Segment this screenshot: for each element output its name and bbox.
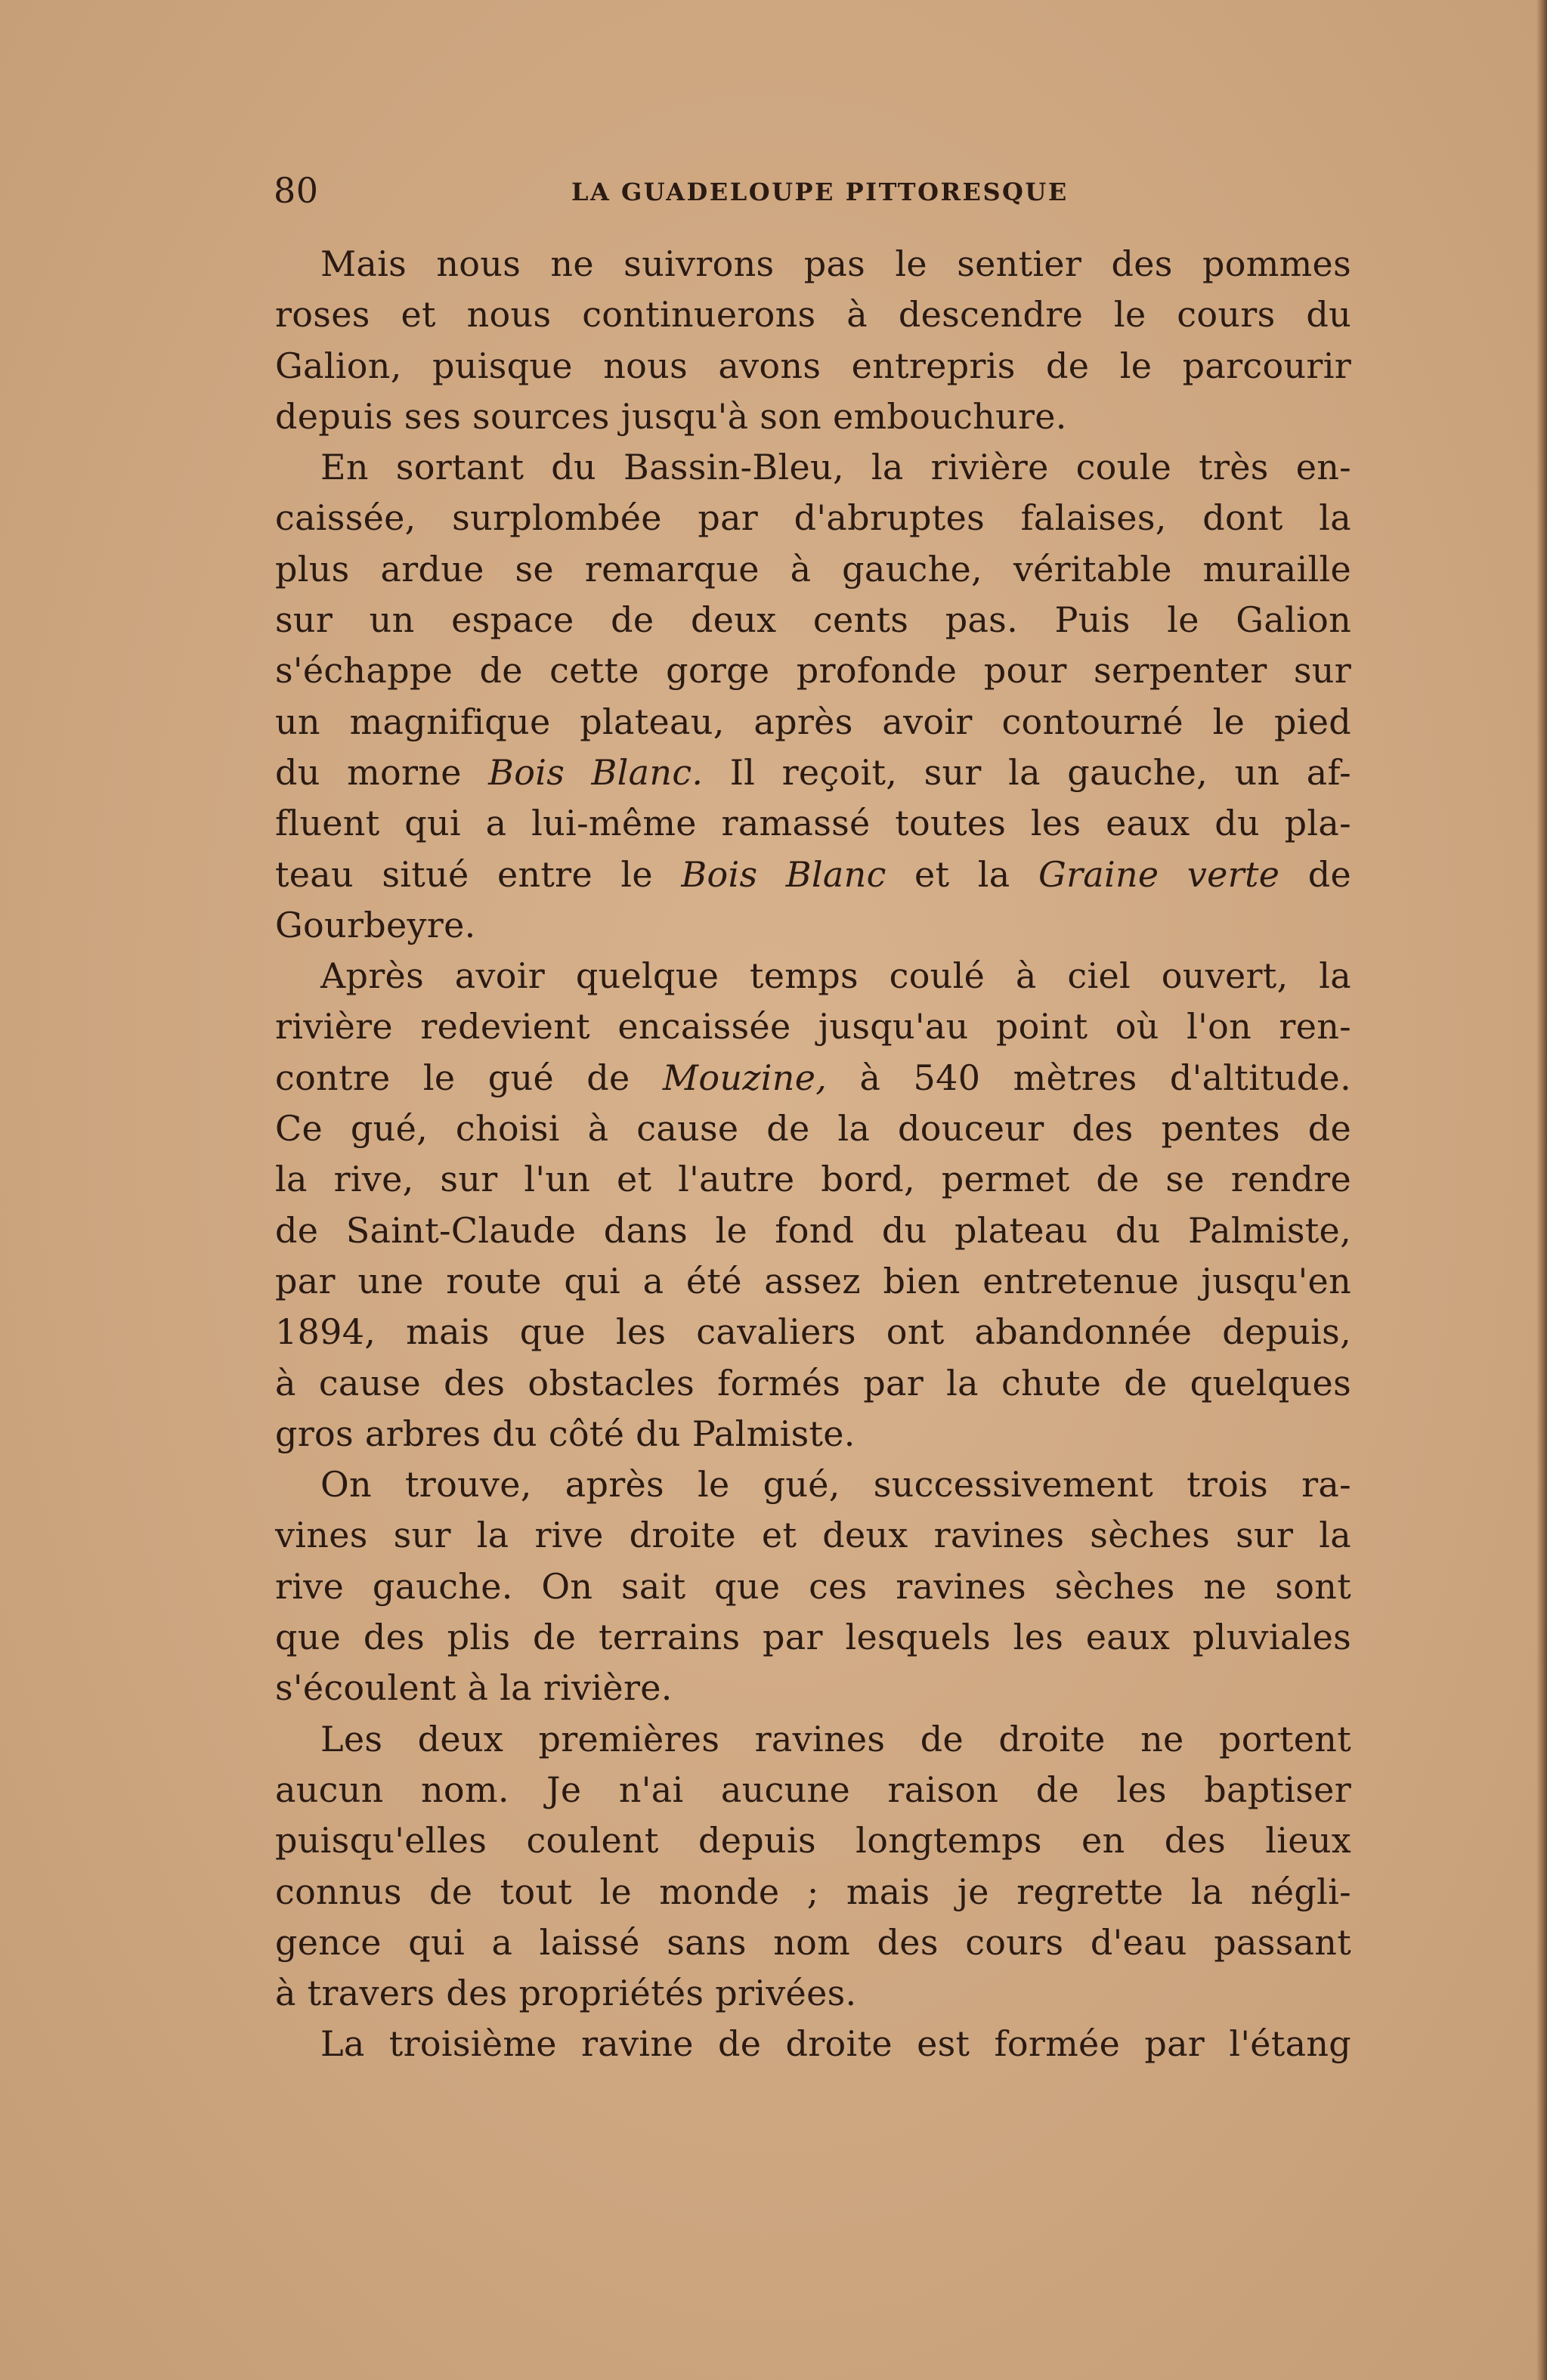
running-title: LA GUADELOUPE PITTORESQUE bbox=[571, 178, 1069, 206]
text-run: et la bbox=[886, 853, 1038, 895]
text-line: que des plis de terrains par lesquels les eaux pluviales bbox=[275, 1617, 1351, 1658]
text-line: vines sur la rive droite et deux ravines sèches sur la bbox=[275, 1515, 1351, 1556]
text-run: Il reçoit, sur la gauche, un af- bbox=[703, 751, 1351, 793]
text-line: Galion, puisque nous avons entrepris de le parcourir bbox=[275, 345, 1351, 386]
italic-place-name: Bois Blanc bbox=[681, 853, 886, 895]
text-line bbox=[275, 747, 1351, 798]
text-line: caissée, surplombée par d'abruptes falaises, dont la bbox=[275, 497, 1351, 539]
text-run: de bbox=[1279, 853, 1351, 895]
page-header bbox=[274, 168, 1354, 213]
text-line: fluent qui a lui-même ramassé toutes les eaux du pla- bbox=[275, 803, 1351, 844]
text-line: rivière redevient encaissée jusqu'au point où l'on ren- bbox=[275, 1006, 1351, 1048]
text-line: rive gauche. On sait que ces ravines sèches ne sont bbox=[275, 1565, 1351, 1607]
text-run: du morne bbox=[275, 751, 489, 793]
text-line bbox=[275, 850, 1351, 900]
text-line: par une route qui a été assez bien entretenue jusqu'en bbox=[275, 1260, 1351, 1301]
text-run: contre le gué de bbox=[275, 1057, 663, 1098]
text-line: Mais nous ne suivrons pas le sentier des pommes bbox=[320, 243, 1351, 284]
text-run: teau situé entre le bbox=[275, 853, 682, 895]
text-run: à 540 mètres d'altitude. bbox=[827, 1057, 1351, 1098]
page-number: 80 bbox=[274, 170, 319, 211]
text-line: roses et nous continuerons à descendre le cours du bbox=[275, 294, 1351, 336]
text-line: un magnifique plateau, après avoir contourné le pied bbox=[275, 701, 1351, 742]
text-line: à cause des obstacles formés par la chute de quelques bbox=[275, 1362, 1351, 1404]
text-line: à travers des propriétés privées. bbox=[275, 1973, 857, 2014]
text-line: aucun nom. Je n'ai aucune raison de les baptiser bbox=[275, 1769, 1351, 1810]
text-line: puisqu'elles coulent depuis longtemps en des lieux bbox=[275, 1820, 1351, 1862]
text-line: depuis ses sources jusqu'à son embouchure. bbox=[275, 395, 1067, 437]
text-line: On trouve, après le gué, successivement trois ra- bbox=[320, 1464, 1351, 1506]
text-line: gence qui a laissé sans nom des cours d'eau passant bbox=[275, 1921, 1351, 1963]
text-line: la rive, sur l'un et l'autre bord, permet de se rendre bbox=[275, 1159, 1351, 1200]
text-line: plus ardue se remarque à gauche, véritable muraille bbox=[275, 548, 1351, 590]
text-line: Ce gué, choisi à cause de la douceur des pentes de bbox=[275, 1108, 1351, 1150]
text-line: s'échappe de cette gorge profonde pour serpenter sur bbox=[275, 650, 1351, 692]
text-line: de Saint-Claude dans le fond du plateau du Palmiste, bbox=[275, 1209, 1351, 1251]
text-line: Gourbeyre. bbox=[275, 904, 476, 946]
text-line: connus de tout le monde ; mais je regrette la négli- bbox=[275, 1871, 1351, 1912]
italic-place-name: Graine verte bbox=[1038, 853, 1280, 895]
text-line: Après avoir quelque temps coulé à ciel ouvert, la bbox=[320, 955, 1351, 997]
text-line: Les deux premières ravines de droite ne portent bbox=[320, 1718, 1351, 1759]
text-line: s'écoulent à la rivière. bbox=[275, 1667, 673, 1709]
text-line: 1894, mais que les cavaliers ont abandonnée depuis, bbox=[275, 1311, 1351, 1353]
text-line: sur un espace de deux cents pas. Puis le Galion bbox=[275, 599, 1351, 641]
text-line: En sortant du Bassin-Bleu, la rivière coule très en- bbox=[320, 447, 1351, 488]
italic-place-name: Mouzine, bbox=[662, 1057, 828, 1098]
text-line: gros arbres du côté du Palmiste. bbox=[275, 1413, 855, 1454]
italic-place-name: Bois Blanc. bbox=[488, 751, 704, 793]
page-edge-shadow bbox=[1536, 0, 1547, 2380]
body-text bbox=[275, 239, 1351, 2070]
text-line bbox=[275, 1053, 1351, 1103]
text-line: La troisième ravine de droite est formée par l'étang bbox=[320, 2023, 1351, 2065]
